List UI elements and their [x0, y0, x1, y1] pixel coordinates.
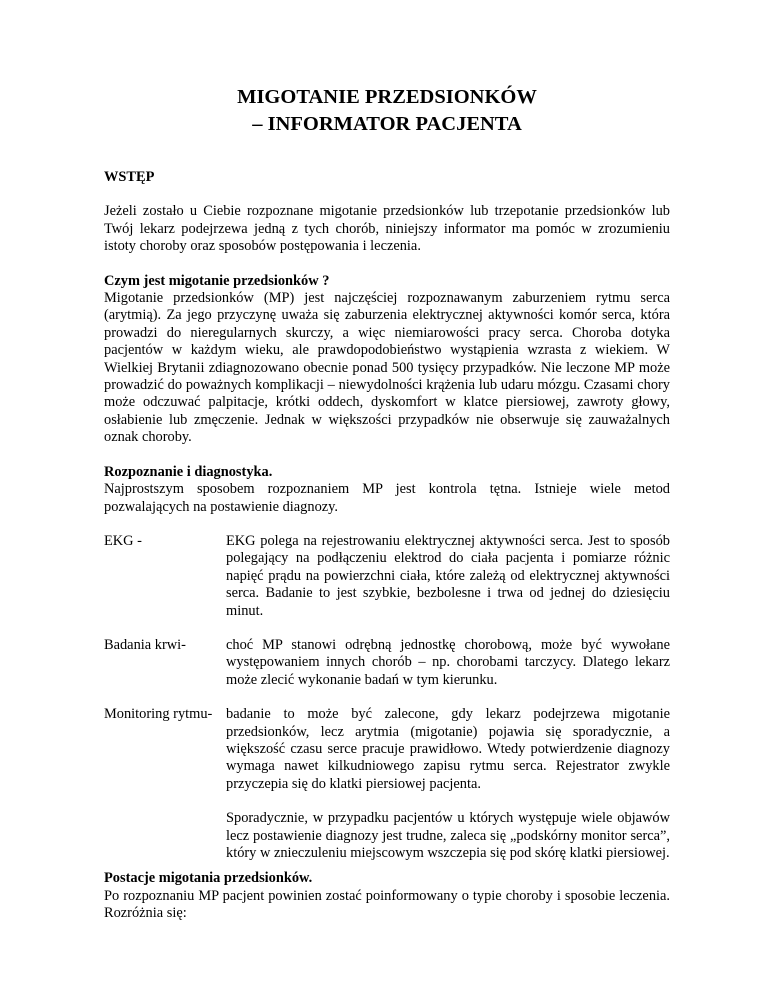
method-blood-tests: [104, 637, 670, 689]
what-is-paragraph: Migotanie przedsionków (MP) jest najczęściej rozpoznawanym zaburzeniem rytmu serca (arytmią). Za jego przyczynę uważa się zaburzenia elektrycznej aktywności komór serca, która prowadzi do nieregularnych skurczy, a więc niemiarowości pracy serca. Choroba dotyka pacjentów w każdym wieku, ale prawdopodobieństwo wystąpienia wzrasta z wiekiem. W Wielkiej Brytanii zdiagnozowano obecnie ponad 500 tysięcy przypadków. Nie leczone MP może prowadzić do poważnych komplikacji – niewydolności krążenia lub udaru mózgu. Czasami chory może odczuwać palpitacje, krótki oddech, dyskomfort w klatce piersiowej, zawroty głowy, osłabienie lub zmęczenie. Jednak w większości przypadków nie obserwuje się zauważalnych oznak choroby.: [104, 290, 670, 446]
title-line-1: MIGOTANIE PRZEDSIONKÓW: [237, 86, 537, 108]
diagnosis-heading: Rozpoznanie i diagnostyka.: [104, 463, 273, 480]
document-page: [104, 84, 670, 923]
method-term: EKG -: [104, 532, 142, 549]
forms-heading: Postacje migotania przedsionków.: [104, 870, 313, 887]
method-description-continued: Sporadycznie, w przypadku pacjentów u których występuje wiele objawów lecz postawienie diagnozy jest trudne, zaleca się „podskórny monitor serca”, który w znieczuleniu miejscowym wszczepia się pod skórę klatki piersiowej.: [226, 810, 670, 861]
intro-paragraph: Jeżeli zostało u Ciebie rozpoznane migotanie przedsionków lub trzepotanie przedsionków lub Twój lekarz podejrzewa jedną z tych chorób, niniejszy informator ma pomóc w zrozumieniu istoty choroby oraz sposobów postępowania i leczenia.: [104, 203, 670, 255]
method-description: choć MP stanowi odrębną jednostkę chorobową, może być wywołane występowaniem innych chorób – np. chorobami tarczycy. Dlatego lekarz może zlecić wykonanie badań w tym kierunku.: [226, 636, 670, 688]
method-rhythm-monitoring-continued: [104, 810, 670, 862]
method-ekg: [104, 533, 670, 620]
title-line-2: – INFORMATOR PACJENTA: [252, 113, 522, 135]
diagnosis-paragraph: Najprostszym sposobem rozpoznaniem MP jest kontrola tętna. Istnieje wiele metod pozwalających na postawienie diagnozy.: [104, 481, 670, 515]
method-term: Monitoring rytmu-: [104, 706, 213, 723]
method-description: badanie to może być zalecone, gdy lekarz podejrzewa migotanie przedsionków, lecz arytmia (migotanie) pojawia się sporadycznie, a większość czasu serce pracuje prawidłowo. Wtedy potwierdzenie diagnozy wymaga nawet kilkudniowego zapisu rytmu serca. Rejestrator zwykle przyczepia się do klatki piersiowej pacjenta.: [226, 706, 670, 792]
forms-paragraph: Po rozpoznaniu MP pacjent powinien zostać poinformowany o typie choroby i sposobie leczenia. Rozróżnia się:: [104, 887, 670, 922]
method-description: EKG polega na rejestrowaniu elektrycznej aktywności serca. Jest to sposób polegający na podłączeniu elektrod do ciała pacjenta i pomiarze różnic napięć prądu na powierzchni ciała, które zależą od elektrycznej aktywności serca. Badanie to jest szybkie, bezbolesne i trwa od jednej do dziesięciu minut.: [226, 532, 670, 619]
what-is-heading: Czym jest migotanie przedsionków ?: [104, 272, 330, 289]
document-title: [104, 84, 670, 138]
method-term: Badania krwi-: [104, 636, 186, 653]
intro-heading: WSTĘP: [104, 169, 155, 185]
method-rhythm-monitoring: [104, 706, 670, 793]
